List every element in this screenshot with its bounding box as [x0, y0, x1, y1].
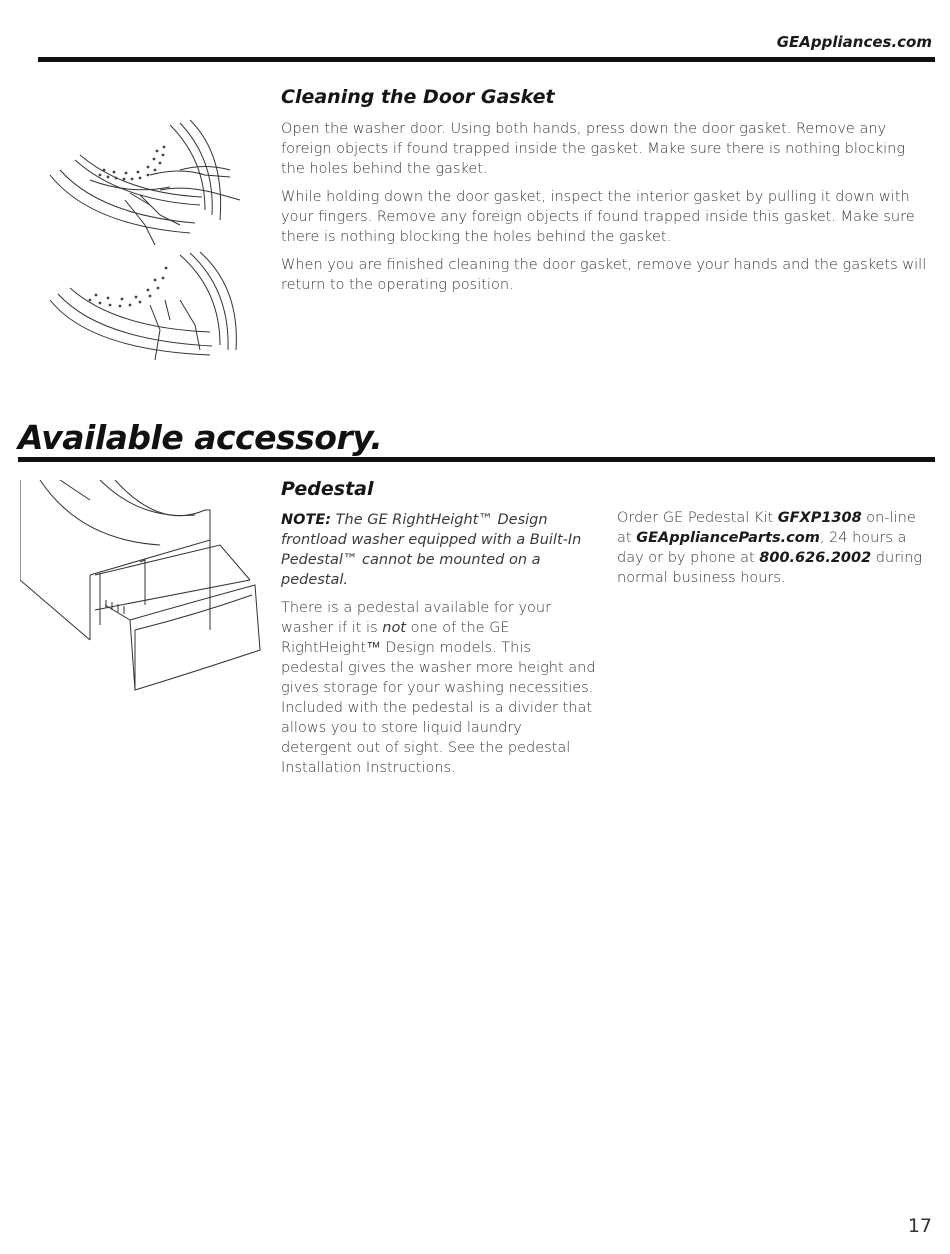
- section-title: Available accessory.: [18, 418, 383, 457]
- gasket-paragraph: Open the washer door. Using both hands, press down the door gasket. Remove any foreign objects if found trapped inside the gasket. Make sure there is nothing blocking the holes behind the gasket.: [281, 121, 906, 177]
- section-rule: [18, 457, 935, 462]
- order-text: during normal business hours.: [617, 550, 923, 586]
- phone-number: 800.626.2002: [759, 550, 872, 566]
- parts-website: GEApplianceParts.com: [636, 530, 820, 546]
- site-url: GEAppliances.com: [776, 33, 932, 51]
- pedestal-description: [281, 598, 596, 778]
- gasket-paragraph: While holding down the door gasket, inspect the interior gasket by pulling it down with your fingers. Remove any foreign objects if found trapped inside this gasket. Make sure there is nothing blocking the holes behind the gasket.: [281, 189, 915, 245]
- note-label: NOTE:: [281, 512, 332, 528]
- pedestal-heading: Pedestal: [281, 478, 374, 500]
- order-text: Order GE Pedestal Kit: [617, 510, 778, 526]
- gasket-instructions: [281, 119, 931, 303]
- note-text: The GE RightHeight™ Design frontload washer equipped with a Built-In Pedestal™ cannot be mounted on a pedestal.: [281, 512, 582, 588]
- gasket-illustration-pull: [30, 250, 260, 365]
- order-text: on-line at: [617, 510, 916, 546]
- header-rule: [38, 57, 935, 62]
- description-text: There is a pedestal available for your washer if it is: [281, 600, 552, 636]
- pedestal-right-column: [617, 508, 932, 588]
- gasket-illustration-press: [30, 115, 260, 250]
- description-emphasis: not: [382, 620, 406, 636]
- order-text: , 24 hours a day or by phone at: [617, 530, 907, 566]
- kit-number: GFXP1308: [777, 510, 862, 526]
- description-text: one of the GE RightHeight™ Design models. This pedestal gives the washer more height and gives storage for your washing necessities. Included with the pedestal is a divider that allows you to store liquid laundry detergent out of sight. See the pedestal Installation Instructions.: [281, 620, 596, 776]
- gasket-heading: Cleaning the Door Gasket: [281, 86, 555, 108]
- page-number: 17: [907, 1215, 932, 1237]
- gasket-paragraph: When you are finished cleaning the door gasket, remove your hands and the gaskets will return to the operating position.: [281, 257, 927, 293]
- pedestal-note: [281, 510, 596, 590]
- pedestal-left-column: [281, 510, 596, 778]
- order-info: [617, 508, 932, 588]
- pedestal-illustration: [20, 480, 265, 695]
